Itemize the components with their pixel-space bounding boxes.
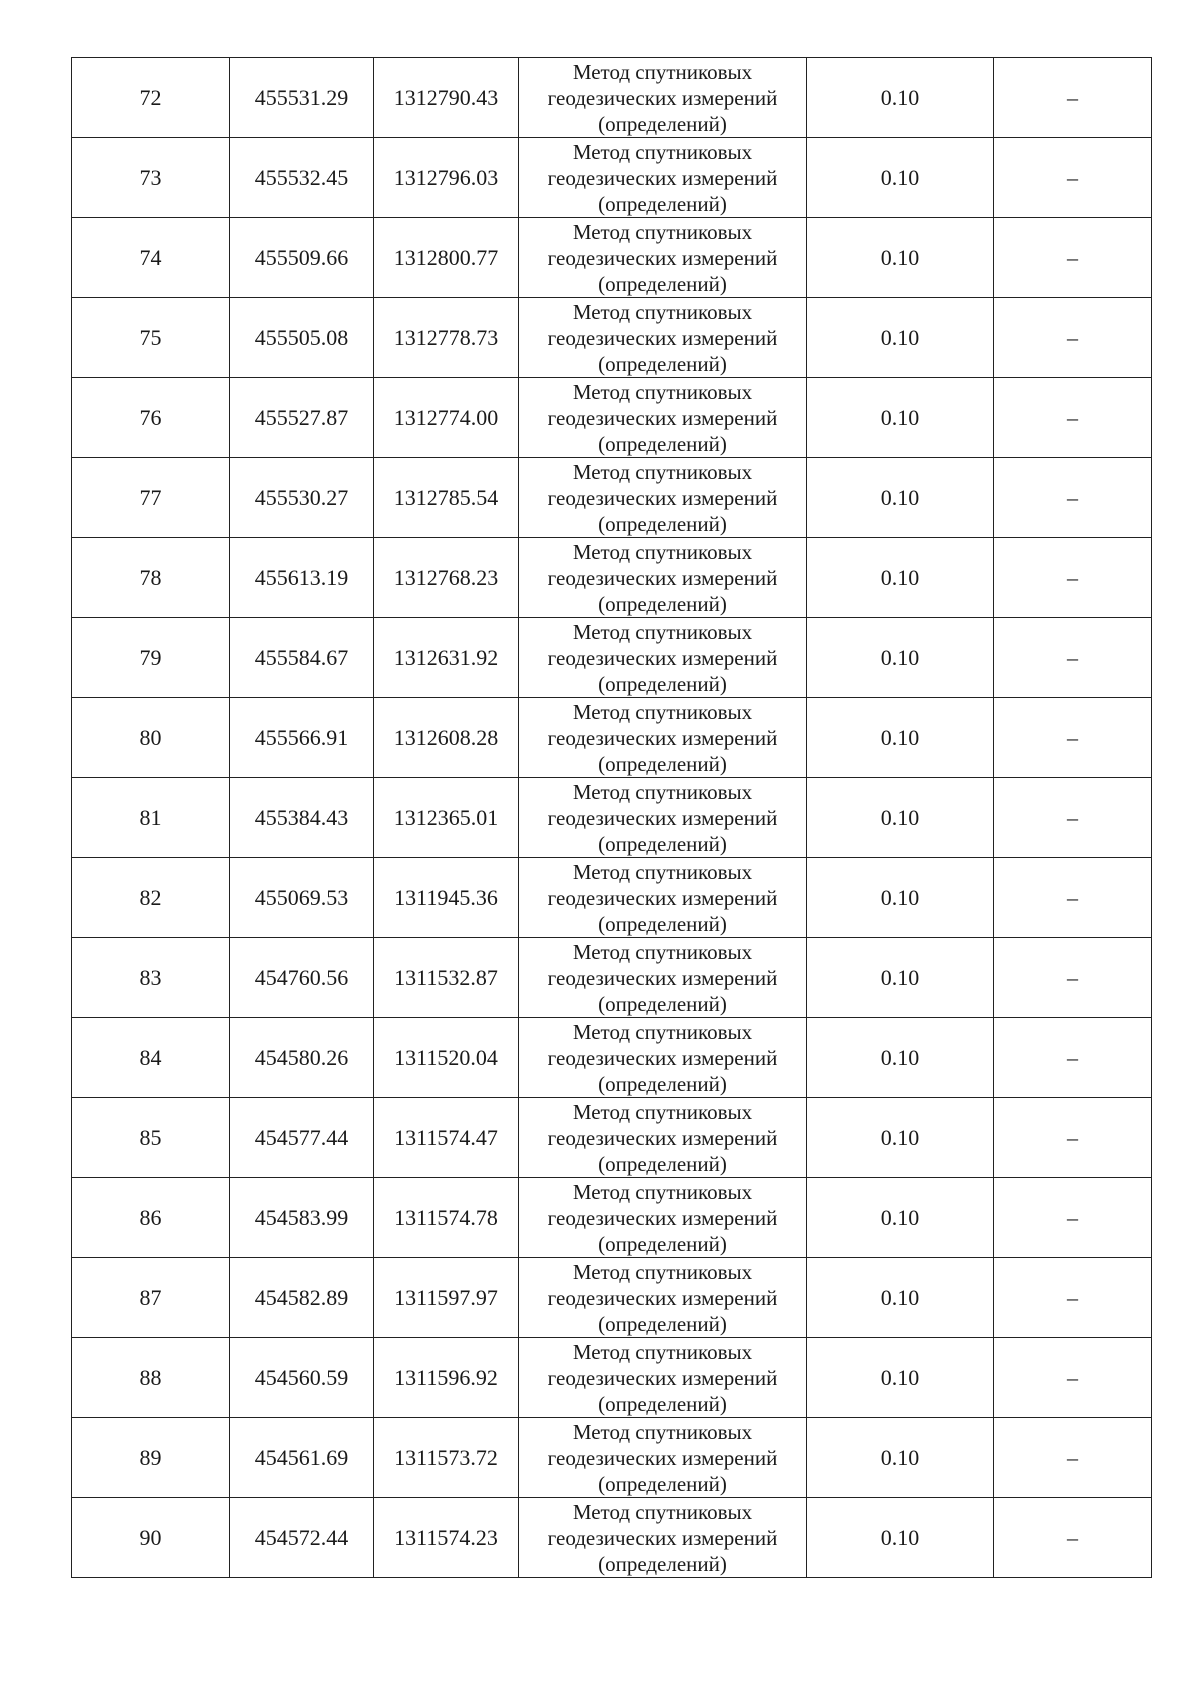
x-coordinate-cell: 455527.87 bbox=[230, 378, 374, 458]
point-number-cell: 73 bbox=[72, 138, 230, 218]
accuracy-cell: 0.10 bbox=[807, 1178, 994, 1258]
point-number-cell: 87 bbox=[72, 1258, 230, 1338]
method-line-2: геодезических измерений bbox=[547, 1525, 778, 1550]
method-line-2: геодезических измерений bbox=[547, 565, 778, 590]
method-line-1: Метод спутниковых bbox=[572, 459, 753, 484]
note-cell: – bbox=[994, 938, 1152, 1018]
accuracy-cell: 0.10 bbox=[807, 1018, 994, 1098]
table-row bbox=[72, 538, 1152, 618]
accuracy-cell: 0.10 bbox=[807, 698, 994, 778]
accuracy-cell: 0.10 bbox=[807, 1498, 994, 1578]
y-coordinate-cell: 1312790.43 bbox=[374, 58, 519, 138]
method-line-3: (определений) bbox=[598, 1231, 727, 1256]
method-line-1: Метод спутниковых bbox=[572, 1259, 753, 1284]
method-cell bbox=[519, 858, 807, 938]
method-line-1: Метод спутниковых bbox=[572, 939, 753, 964]
method-line-1: Метод спутниковых bbox=[572, 859, 753, 884]
x-coordinate-cell: 455584.67 bbox=[230, 618, 374, 698]
method-cell bbox=[519, 778, 807, 858]
point-number-cell: 75 bbox=[72, 298, 230, 378]
table-row bbox=[72, 1498, 1152, 1578]
y-coordinate-cell: 1312800.77 bbox=[374, 218, 519, 298]
method-line-3: (определений) bbox=[598, 671, 727, 696]
x-coordinate-cell: 455531.29 bbox=[230, 58, 374, 138]
point-number-cell: 82 bbox=[72, 858, 230, 938]
method-cell bbox=[519, 298, 807, 378]
method-line-3: (определений) bbox=[598, 1471, 727, 1496]
method-cell bbox=[519, 1018, 807, 1098]
y-coordinate-cell: 1312774.00 bbox=[374, 378, 519, 458]
method-cell bbox=[519, 218, 807, 298]
method-line-3: (определений) bbox=[598, 1151, 727, 1176]
note-cell: – bbox=[994, 58, 1152, 138]
y-coordinate-cell: 1311945.36 bbox=[374, 858, 519, 938]
point-number-cell: 89 bbox=[72, 1418, 230, 1498]
method-line-3: (определений) bbox=[598, 1071, 727, 1096]
table-row bbox=[72, 138, 1152, 218]
table-row bbox=[72, 1338, 1152, 1418]
accuracy-cell: 0.10 bbox=[807, 1258, 994, 1338]
table-row bbox=[72, 1098, 1152, 1178]
accuracy-cell: 0.10 bbox=[807, 138, 994, 218]
x-coordinate-cell: 455505.08 bbox=[230, 298, 374, 378]
method-line-1: Метод спутниковых bbox=[572, 1179, 753, 1204]
note-cell: – bbox=[994, 378, 1152, 458]
y-coordinate-cell: 1311574.23 bbox=[374, 1498, 519, 1578]
y-coordinate-cell: 1312778.73 bbox=[374, 298, 519, 378]
x-coordinate-cell: 454580.26 bbox=[230, 1018, 374, 1098]
y-coordinate-cell: 1312796.03 bbox=[374, 138, 519, 218]
point-number-cell: 74 bbox=[72, 218, 230, 298]
x-coordinate-cell: 454572.44 bbox=[230, 1498, 374, 1578]
table-row bbox=[72, 778, 1152, 858]
method-cell bbox=[519, 138, 807, 218]
y-coordinate-cell: 1312608.28 bbox=[374, 698, 519, 778]
method-line-1: Метод спутниковых bbox=[572, 1339, 753, 1364]
method-cell bbox=[519, 698, 807, 778]
method-line-2: геодезических измерений bbox=[547, 165, 778, 190]
method-line-3: (определений) bbox=[598, 1551, 727, 1576]
y-coordinate-cell: 1311597.97 bbox=[374, 1258, 519, 1338]
table-row bbox=[72, 618, 1152, 698]
table-row bbox=[72, 378, 1152, 458]
note-cell: – bbox=[994, 858, 1152, 938]
method-cell bbox=[519, 1098, 807, 1178]
x-coordinate-cell: 455566.91 bbox=[230, 698, 374, 778]
x-coordinate-cell: 455384.43 bbox=[230, 778, 374, 858]
method-line-2: геодезических измерений bbox=[547, 405, 778, 430]
method-line-1: Метод спутниковых bbox=[572, 1499, 753, 1524]
method-line-3: (определений) bbox=[598, 351, 727, 376]
table-row bbox=[72, 698, 1152, 778]
method-cell bbox=[519, 458, 807, 538]
method-line-1: Метод спутниковых bbox=[572, 139, 753, 164]
y-coordinate-cell: 1312365.01 bbox=[374, 778, 519, 858]
point-number-cell: 90 bbox=[72, 1498, 230, 1578]
accuracy-cell: 0.10 bbox=[807, 218, 994, 298]
y-coordinate-cell: 1311574.78 bbox=[374, 1178, 519, 1258]
method-line-3: (определений) bbox=[598, 1391, 727, 1416]
method-cell bbox=[519, 1418, 807, 1498]
y-coordinate-cell: 1312768.23 bbox=[374, 538, 519, 618]
method-cell bbox=[519, 58, 807, 138]
method-line-2: геодезических измерений bbox=[547, 1285, 778, 1310]
x-coordinate-cell: 454560.59 bbox=[230, 1338, 374, 1418]
x-coordinate-cell: 454582.89 bbox=[230, 1258, 374, 1338]
method-line-1: Метод спутниковых bbox=[572, 539, 753, 564]
point-number-cell: 77 bbox=[72, 458, 230, 538]
accuracy-cell: 0.10 bbox=[807, 858, 994, 938]
method-line-2: геодезических измерений bbox=[547, 805, 778, 830]
y-coordinate-cell: 1311573.72 bbox=[374, 1418, 519, 1498]
method-line-2: геодезических измерений bbox=[547, 965, 778, 990]
table-row bbox=[72, 1178, 1152, 1258]
table-row bbox=[72, 938, 1152, 1018]
method-line-1: Метод спутниковых bbox=[572, 779, 753, 804]
method-line-3: (определений) bbox=[598, 191, 727, 216]
method-line-2: геодезических измерений bbox=[547, 1365, 778, 1390]
table-row bbox=[72, 458, 1152, 538]
point-number-cell: 76 bbox=[72, 378, 230, 458]
method-line-2: геодезических измерений bbox=[547, 1205, 778, 1230]
method-cell bbox=[519, 1178, 807, 1258]
point-number-cell: 84 bbox=[72, 1018, 230, 1098]
point-number-cell: 72 bbox=[72, 58, 230, 138]
table-row bbox=[72, 858, 1152, 938]
method-cell bbox=[519, 1338, 807, 1418]
table-row bbox=[72, 218, 1152, 298]
note-cell: – bbox=[994, 538, 1152, 618]
x-coordinate-cell: 454760.56 bbox=[230, 938, 374, 1018]
method-line-1: Метод спутниковых bbox=[572, 379, 753, 404]
accuracy-cell: 0.10 bbox=[807, 1098, 994, 1178]
point-number-cell: 80 bbox=[72, 698, 230, 778]
point-number-cell: 81 bbox=[72, 778, 230, 858]
table-row bbox=[72, 58, 1152, 138]
note-cell: – bbox=[994, 298, 1152, 378]
method-line-3: (определений) bbox=[598, 271, 727, 296]
method-line-2: геодезических измерений bbox=[547, 1445, 778, 1470]
method-line-3: (определений) bbox=[598, 911, 727, 936]
point-number-cell: 88 bbox=[72, 1338, 230, 1418]
method-line-3: (определений) bbox=[598, 431, 727, 456]
method-line-2: геодезических измерений bbox=[547, 245, 778, 270]
method-line-1: Метод спутниковых bbox=[572, 619, 753, 644]
note-cell: – bbox=[994, 1258, 1152, 1338]
x-coordinate-cell: 455069.53 bbox=[230, 858, 374, 938]
coordinates-table-body bbox=[72, 58, 1152, 1578]
method-line-1: Метод спутниковых bbox=[572, 59, 753, 84]
table-row bbox=[72, 1018, 1152, 1098]
method-cell bbox=[519, 1498, 807, 1578]
point-number-cell: 86 bbox=[72, 1178, 230, 1258]
method-line-3: (определений) bbox=[598, 991, 727, 1016]
note-cell: – bbox=[994, 138, 1152, 218]
note-cell: – bbox=[994, 618, 1152, 698]
method-line-1: Метод спутниковых bbox=[572, 1419, 753, 1444]
x-coordinate-cell: 455532.45 bbox=[230, 138, 374, 218]
method-line-1: Метод спутниковых bbox=[572, 1099, 753, 1124]
method-line-2: геодезических измерений bbox=[547, 325, 778, 350]
accuracy-cell: 0.10 bbox=[807, 778, 994, 858]
x-coordinate-cell: 455530.27 bbox=[230, 458, 374, 538]
method-line-3: (определений) bbox=[598, 831, 727, 856]
method-line-3: (определений) bbox=[598, 111, 727, 136]
method-cell bbox=[519, 938, 807, 1018]
method-line-1: Метод спутниковых bbox=[572, 299, 753, 324]
accuracy-cell: 0.10 bbox=[807, 1418, 994, 1498]
method-line-1: Метод спутниковых bbox=[572, 699, 753, 724]
note-cell: – bbox=[994, 698, 1152, 778]
method-line-3: (определений) bbox=[598, 1311, 727, 1336]
accuracy-cell: 0.10 bbox=[807, 378, 994, 458]
method-line-2: геодезических измерений bbox=[547, 85, 778, 110]
method-line-3: (определений) bbox=[598, 751, 727, 776]
y-coordinate-cell: 1312631.92 bbox=[374, 618, 519, 698]
accuracy-cell: 0.10 bbox=[807, 618, 994, 698]
method-line-2: геодезических измерений bbox=[547, 1045, 778, 1070]
method-line-2: геодезических измерений bbox=[547, 725, 778, 750]
note-cell: – bbox=[994, 1338, 1152, 1418]
note-cell: – bbox=[994, 778, 1152, 858]
point-number-cell: 83 bbox=[72, 938, 230, 1018]
note-cell: – bbox=[994, 1418, 1152, 1498]
y-coordinate-cell: 1311520.04 bbox=[374, 1018, 519, 1098]
note-cell: – bbox=[994, 1178, 1152, 1258]
note-cell: – bbox=[994, 458, 1152, 538]
method-line-2: геодезических измерений bbox=[547, 645, 778, 670]
method-cell bbox=[519, 618, 807, 698]
method-cell bbox=[519, 1258, 807, 1338]
note-cell: – bbox=[994, 1498, 1152, 1578]
x-coordinate-cell: 454583.99 bbox=[230, 1178, 374, 1258]
method-cell bbox=[519, 378, 807, 458]
table-row bbox=[72, 298, 1152, 378]
y-coordinate-cell: 1311596.92 bbox=[374, 1338, 519, 1418]
method-cell bbox=[519, 538, 807, 618]
coordinates-table bbox=[71, 57, 1152, 1578]
x-coordinate-cell: 455613.19 bbox=[230, 538, 374, 618]
method-line-1: Метод спутниковых bbox=[572, 219, 753, 244]
method-line-1: Метод спутниковых bbox=[572, 1019, 753, 1044]
accuracy-cell: 0.10 bbox=[807, 458, 994, 538]
accuracy-cell: 0.10 bbox=[807, 938, 994, 1018]
point-number-cell: 78 bbox=[72, 538, 230, 618]
y-coordinate-cell: 1311532.87 bbox=[374, 938, 519, 1018]
method-line-2: геодезических измерений bbox=[547, 885, 778, 910]
method-line-2: геодезических измерений bbox=[547, 485, 778, 510]
point-number-cell: 85 bbox=[72, 1098, 230, 1178]
note-cell: – bbox=[994, 1018, 1152, 1098]
accuracy-cell: 0.10 bbox=[807, 58, 994, 138]
accuracy-cell: 0.10 bbox=[807, 1338, 994, 1418]
method-line-3: (определений) bbox=[598, 511, 727, 536]
note-cell: – bbox=[994, 1098, 1152, 1178]
y-coordinate-cell: 1312785.54 bbox=[374, 458, 519, 538]
x-coordinate-cell: 454577.44 bbox=[230, 1098, 374, 1178]
table-row bbox=[72, 1258, 1152, 1338]
note-cell: – bbox=[994, 218, 1152, 298]
table-row bbox=[72, 1418, 1152, 1498]
method-line-3: (определений) bbox=[598, 591, 727, 616]
y-coordinate-cell: 1311574.47 bbox=[374, 1098, 519, 1178]
accuracy-cell: 0.10 bbox=[807, 298, 994, 378]
x-coordinate-cell: 454561.69 bbox=[230, 1418, 374, 1498]
x-coordinate-cell: 455509.66 bbox=[230, 218, 374, 298]
point-number-cell: 79 bbox=[72, 618, 230, 698]
method-line-2: геодезических измерений bbox=[547, 1125, 778, 1150]
accuracy-cell: 0.10 bbox=[807, 538, 994, 618]
